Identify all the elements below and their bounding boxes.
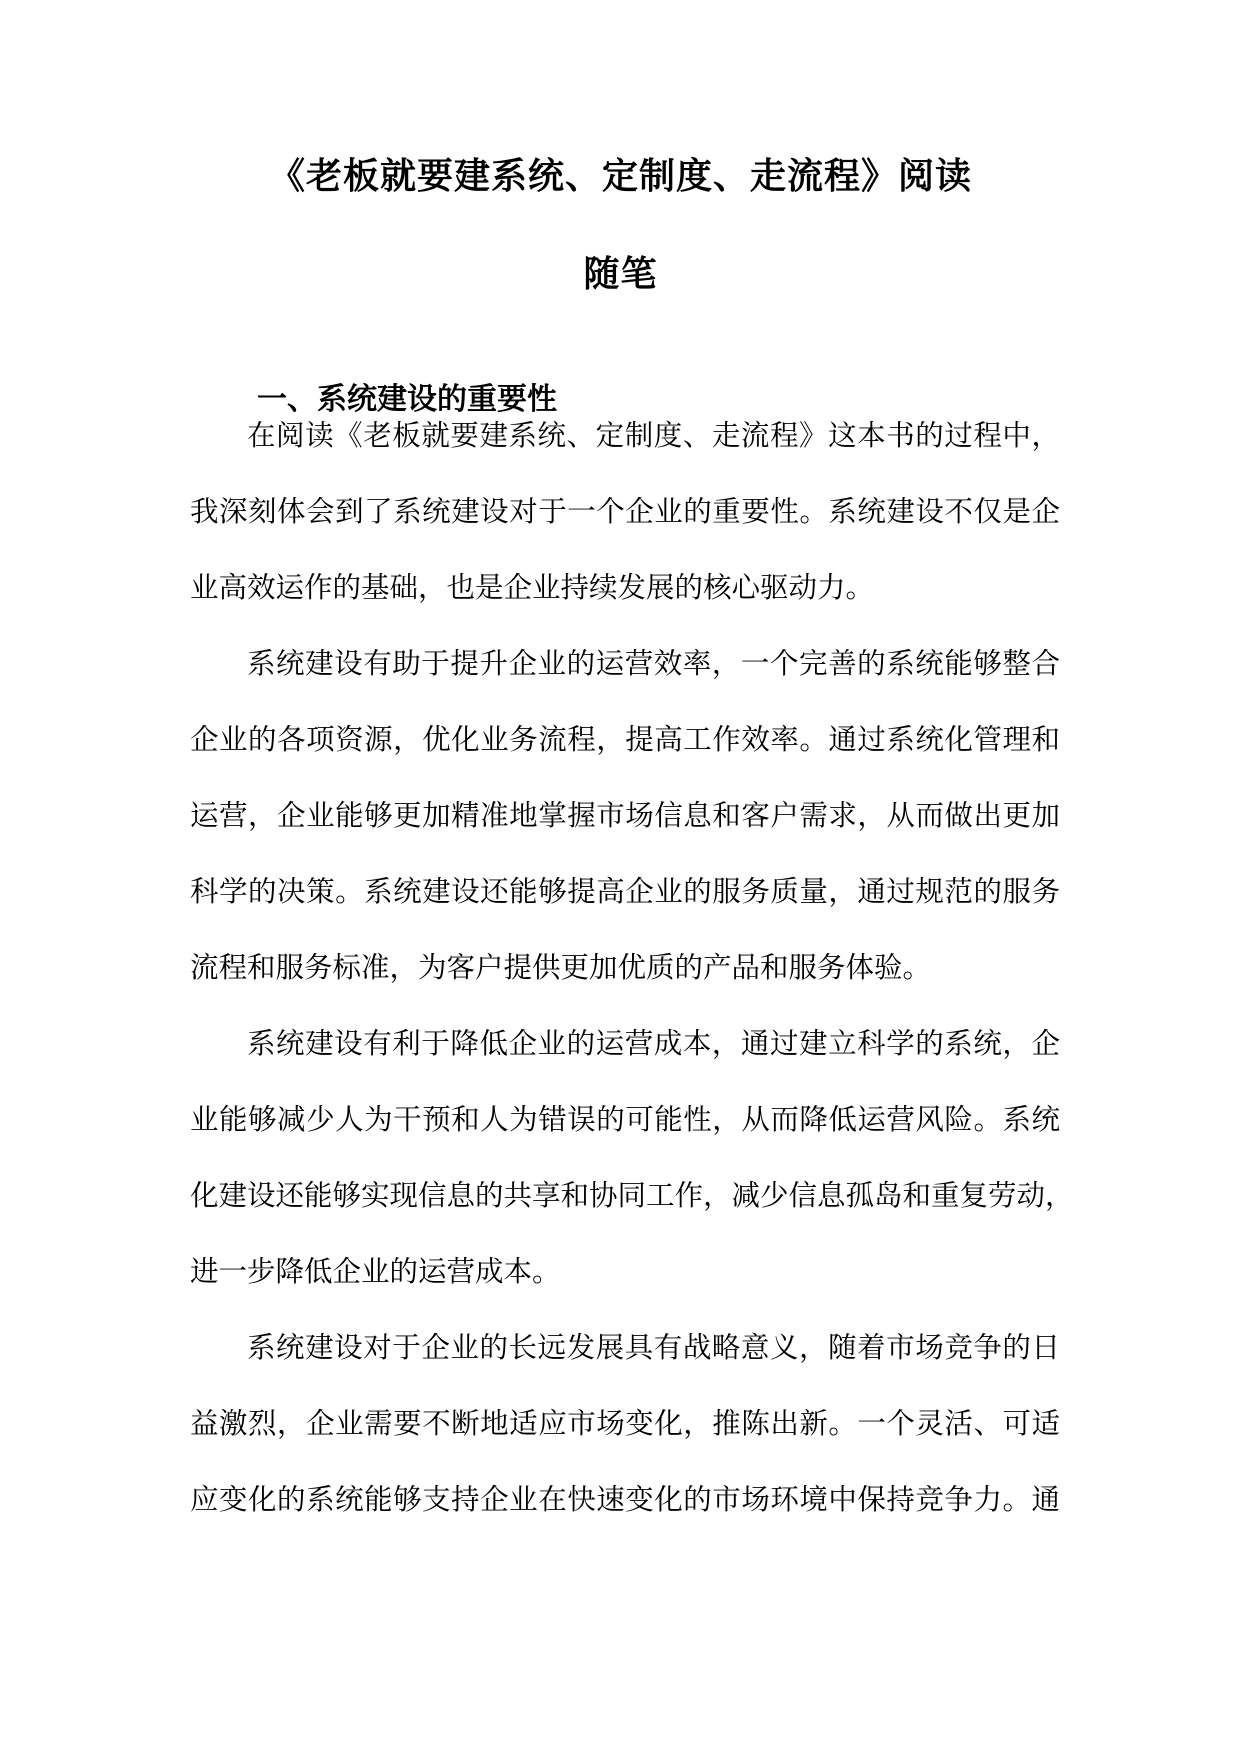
paragraph-2-line-2: 企业的各项资源，优化业务流程，提高工作效率。通过系统化管理和	[190, 723, 1060, 756]
paragraph-4-line-3: 应变化的系统能够支持企业在快速变化的市场环境中保持竞争力。通	[190, 1483, 1060, 1516]
document-title-line-1: 《老板就要建系统、定制度、走流程》阅读	[268, 155, 972, 197]
document-title-line-2: 随笔	[583, 253, 658, 295]
paragraph-3-line-2: 业能够减少人为干预和人为错误的可能性，从而降低运营风险。系统	[190, 1103, 1060, 1136]
paragraph-2-line-1: 系统建设有助于提升企业的运营效率，一个完善的系统能够整合	[247, 647, 1060, 680]
section-heading: 一、系统建设的重要性	[257, 382, 557, 417]
paragraph-4-line-1: 系统建设对于企业的长远发展具有战略意义，随着市场竞争的日	[247, 1331, 1060, 1364]
paragraph-1-line-1: 在阅读《老板就要建系统、定制度、走流程》这本书的过程中，	[247, 419, 1060, 452]
paragraph-3-line-4: 进一步降低企业的运营成本。	[190, 1255, 561, 1288]
paragraph-4-line-2: 益激烈，企业需要不断地适应市场变化，推陈出新。一个灵活、可适	[190, 1407, 1060, 1440]
paragraph-1-line-2: 我深刻体会到了系统建设对于一个企业的重要性。系统建设不仅是企	[190, 495, 1060, 528]
paragraph-1-line-3: 业高效运作的基础，也是企业持续发展的核心驱动力。	[190, 571, 875, 604]
paragraph-3-line-3: 化建设还能够实现信息的共享和协同工作，减少信息孤岛和重复劳动，	[190, 1179, 1074, 1212]
paragraph-2-line-4: 科学的决策。系统建设还能够提高企业的服务质量，通过规范的服务	[190, 875, 1060, 908]
paragraph-3-line-1: 系统建设有利于降低企业的运营成本，通过建立科学的系统，企	[247, 1027, 1060, 1060]
paragraph-2-line-3: 运营，企业能够更加精准地掌握市场信息和客户需求，从而做出更加	[190, 799, 1060, 832]
paragraph-2-line-5: 流程和服务标准，为客户提供更加优质的产品和服务体验。	[190, 951, 932, 984]
